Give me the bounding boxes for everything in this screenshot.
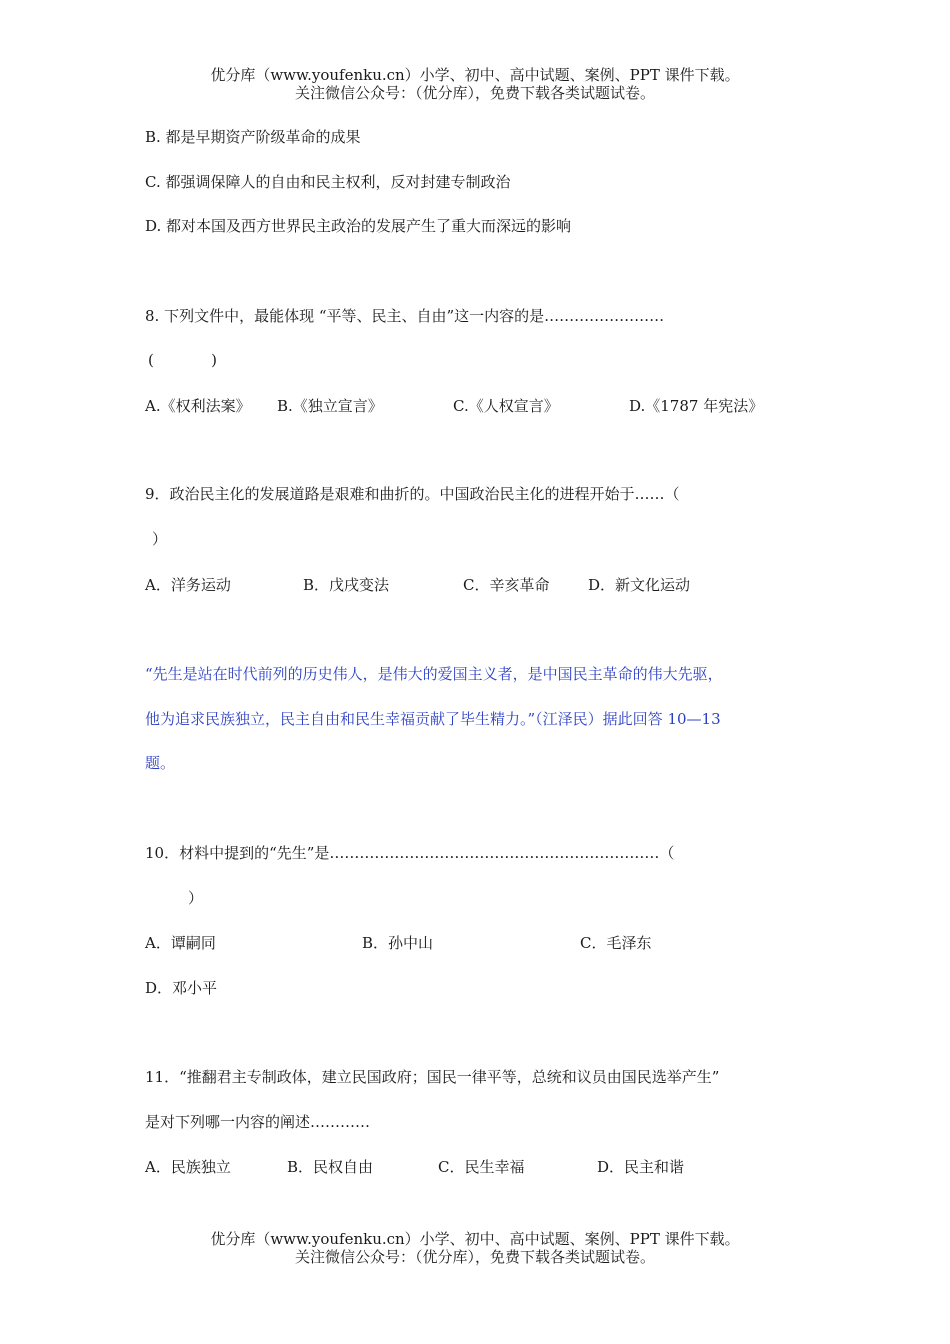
q9-option-a: A．洋务运动 (145, 576, 231, 594)
q10-stem: 10．材料中提到的“先生”是…………………………………………………………（ (145, 844, 675, 862)
q9-stem: 9．政治民主化的发展道路是艰难和曲折的。中国政治民主化的进程开始于……（ (145, 485, 680, 503)
footer-line-2: 关注微信公众号：（优分库），免费下载各类试题试卷。 (294, 1248, 655, 1266)
q8-answer-paren: ( ) (148, 351, 217, 369)
header-line-2: 关注微信公众号：（优分库），免费下载各类试题试卷。 (294, 84, 655, 102)
q8-option-a: A.《权利法案》 (145, 397, 251, 415)
q7-option-d: D. 都对本国及西方世界民主政治的发展产生了重大而深远的影响 (145, 217, 572, 235)
q8-option-d: D.《1787 年宪法》 (629, 397, 764, 415)
q10-option-d: D．邓小平 (145, 979, 218, 997)
q9-option-c: C．辛亥革命 (463, 576, 550, 594)
q11-option-d: D．民主和谐 (597, 1158, 685, 1176)
q11-stem: 11．“推翻君主专制政体，建立民国政府；国民一律平等，总统和议员由国民选举产生” (145, 1068, 720, 1086)
header-line-1: 优分库（www.youfenku.cn）小学、初中、高中试题、案例、PPT 课件下载。 (210, 66, 740, 84)
footer-line-1: 优分库（www.youfenku.cn）小学、初中、高中试题、案例、PPT 课件下载。 (210, 1230, 740, 1248)
q10-option-b: B．孙中山 (362, 934, 434, 952)
page-header (0, 66, 950, 102)
q8-stem: 8. 下列文件中，最能体现 “平等、民主、自由”这一内容的是…………………… (145, 307, 665, 325)
q8-option-c: C.《人权宣言》 (453, 397, 559, 415)
q7-option-b: B. 都是早期资产阶级革命的成果 (145, 128, 361, 146)
q7-option-c: C. 都强调保障人的自由和民主权利，反对封建专制政治 (145, 173, 511, 191)
q10-option-c: C．毛泽东 (580, 934, 652, 952)
q11-option-c: C．民生幸福 (438, 1158, 525, 1176)
material-line-2: 他为追求民族独立，民主自由和民生幸福贡献了毕生精力。”（江泽民）据此回答 10—13 (145, 710, 721, 728)
q11-stem-continued: 是对下列哪一内容的阐述………… (145, 1113, 371, 1131)
q10-answer-paren: ） (188, 889, 204, 907)
q11-option-a: A．民族独立 (145, 1158, 231, 1176)
q11-option-b: B．民权自由 (287, 1158, 374, 1176)
q9-option-b: B．戊戌变法 (303, 576, 390, 594)
material-line-3: 题。 (145, 754, 176, 772)
q10-option-a: A．谭嗣同 (145, 934, 216, 952)
page-footer (0, 1230, 950, 1266)
q9-option-d: D．新文化运动 (588, 576, 691, 594)
material-line-1: “先生是站在时代前列的历史伟人，是伟大的爱国主义者，是中国民主革命的伟大先驱， (145, 665, 723, 683)
q8-option-b: B.《独立宣言》 (277, 397, 383, 415)
q9-answer-paren: ） (152, 530, 168, 548)
